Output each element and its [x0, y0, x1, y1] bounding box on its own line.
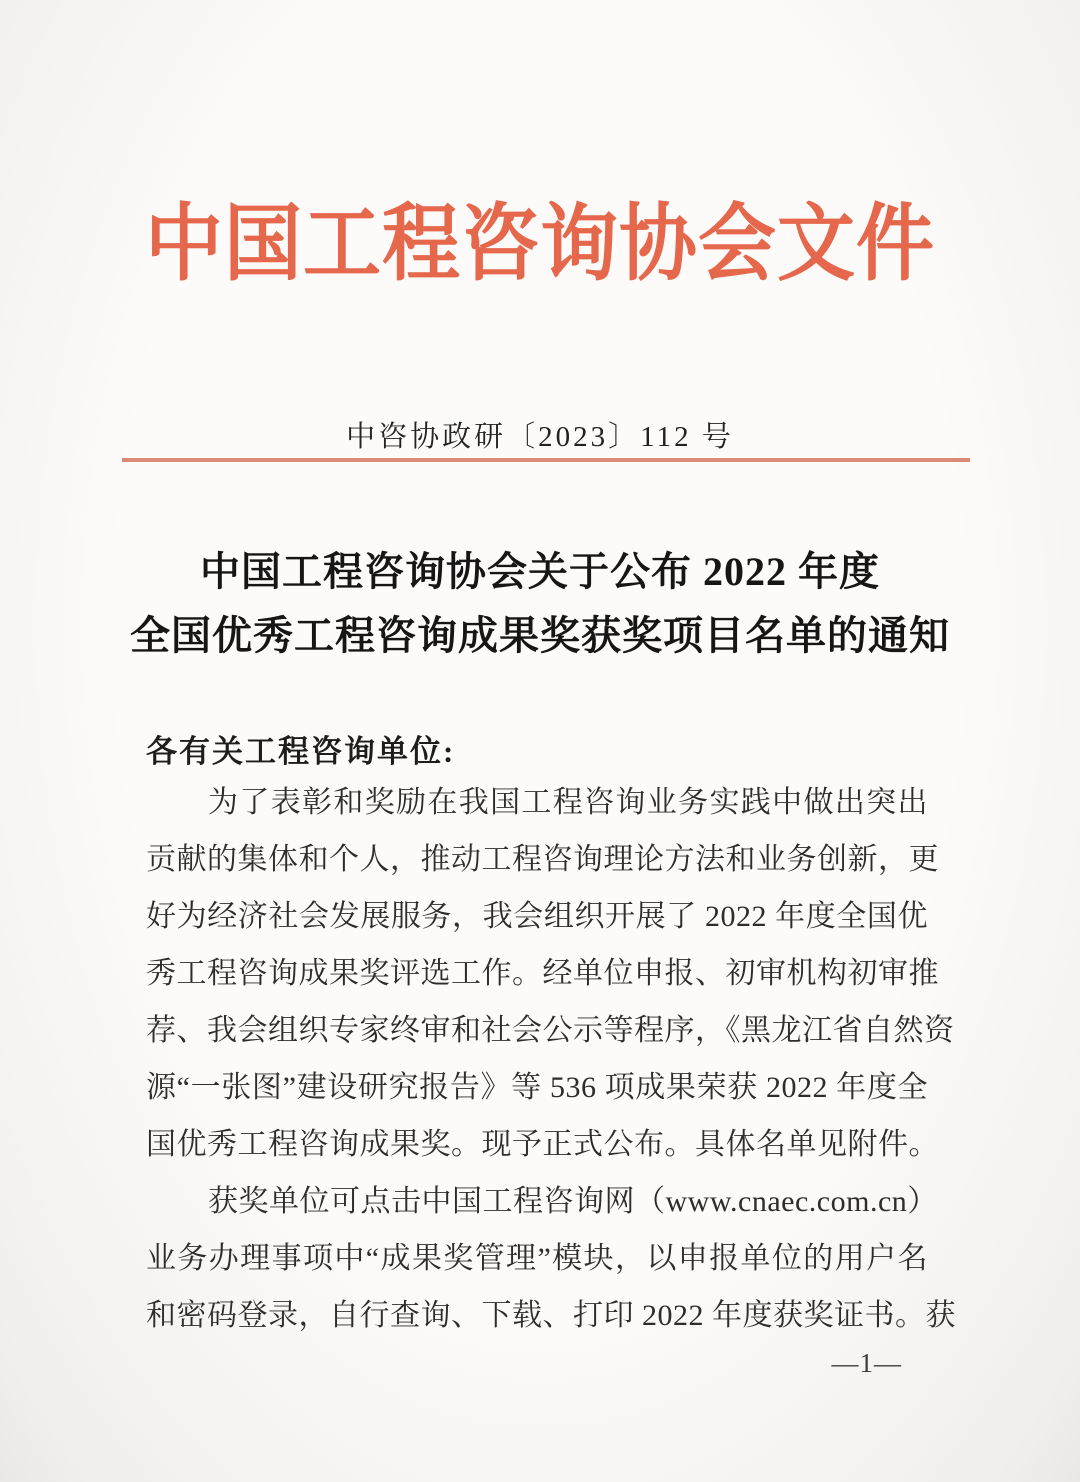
page-number: —1—: [831, 1348, 902, 1378]
paragraph-line: 国优秀工程咨询成果奖。现予正式公布。具体名单见附件。: [146, 1128, 939, 1161]
paragraph-line: 业务办理事项中“成果奖管理”模块，以申报单位的用户名: [146, 1242, 928, 1275]
document-number: 中咨协政研〔2023〕112 号: [346, 421, 734, 453]
document-body: [146, 774, 956, 1344]
notice-title: [0, 540, 1080, 668]
red-divider-rule: [122, 458, 970, 462]
paragraph-line: 贡献的集体和个人，推动工程咨询理论方法和业务创新，更: [146, 843, 939, 876]
body-paragraph: [146, 1173, 956, 1344]
paragraph-line: 秀工程咨询成果奖评选工作。经单位申报、初审机构初审推: [146, 957, 939, 990]
letterhead-title: 中国工程咨询协会文件: [144, 197, 935, 292]
notice-title-line-2: 全国优秀工程咨询成果奖获奖项目名单的通知: [130, 613, 950, 658]
paragraph-line: 为了表彰和奖励在我国工程咨询业务实践中做出突出: [208, 786, 928, 819]
notice-title-line-1: 中国工程咨询协会关于公布 2022 年度: [200, 549, 880, 594]
salutation: 各有关工程咨询单位:: [146, 734, 456, 769]
paragraph-line: 源“一张图”建设研究报告》等 536 项成果荣获 2022 年度全: [146, 1071, 928, 1104]
paragraph-line: 和密码登录，自行查询、下载、打印 2022 年度获奖证书。获: [146, 1299, 956, 1332]
paragraph-line: 荐、我会组织专家终审和社会公示等程序，《黑龙江省自然资: [146, 1014, 955, 1047]
paragraph-line: 获奖单位可点击中国工程咨询网（www.cnaec.com.cn）: [208, 1185, 938, 1218]
body-paragraph: [146, 774, 955, 1173]
paragraph-line: 好为经济社会发展服务，我会组织开展了 2022 年度全国优: [146, 900, 928, 933]
